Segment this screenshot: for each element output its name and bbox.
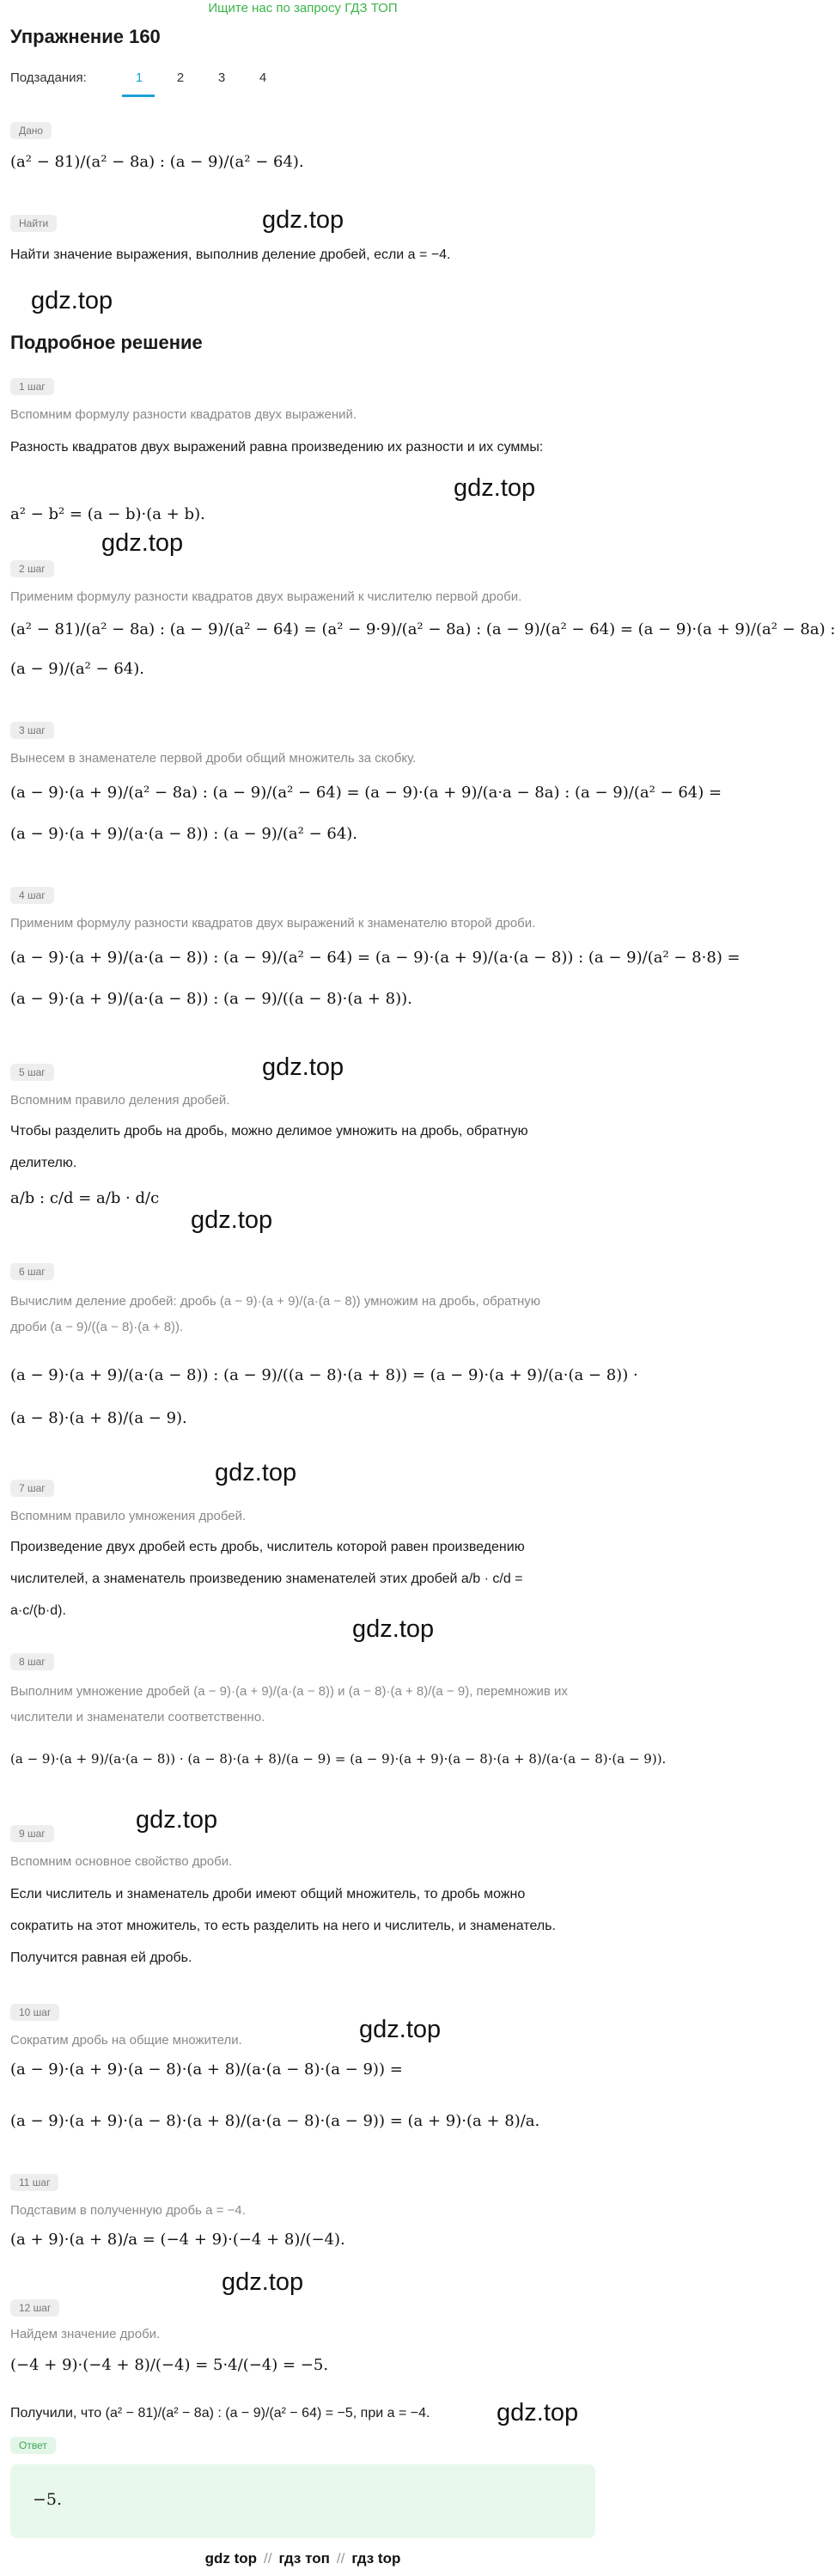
tab-subtask-1[interactable]: 1 [135,70,143,85]
tab-subtask-3[interactable]: 3 [217,70,226,85]
step-8-expression: (a − 9)·(a + 9)/(a·(a − 8)) · (a − 8)·(a + 8)/(a − 9) = (a − 9)·(a + 9)·(a − 8)·(a + 8)/(a·(a − 8)·(a − 9)). [10,1751,667,1767]
watermark: gdz.top [359,2016,442,2043]
step-3-note: Вынесем в знаменателе первой дроби общий множитель за скобку. [10,751,417,766]
watermark: gdz.top [262,1053,344,1081]
step-5-formula: a/b : c/d = a/b · d/c [10,1189,160,1207]
step-10-badge: 10 шаг [10,2004,59,2021]
step-4-note: Применим формулу разности квадратов двух выражений к знаменателю второй дроби. [10,916,536,931]
step-5-text: Чтобы разделить дробь на дробь, можно делимое умножить на дробь, обратную делителю. [10,1124,528,1170]
step-12-note: Найдем значение дроби. [10,2327,161,2341]
footer-links [0,2550,606,2567]
watermark: gdz.top [215,1459,297,1486]
step-6-expression: (a − 9)·(a + 9)/(a·(a − 8)) : (a − 9)/((a − 8)·(a + 8)) = (a − 9)·(a + 9)/(a·(a − 8)) · [10,1366,638,1384]
footer-link-2[interactable]: гдз топ [278,2550,330,2567]
step-6-note: Вычислим деление дробей: дробь (a − 9)·(a + 9)/(a·(a − 8)) умножим на дробь, обратную дроби (a − 9)/((a − 8)·(a + 8)). [10,1294,541,1334]
step-9-text: Если числитель и знаменатель дроби имеют общий множитель, то дробь можно сократить на этот множитель, то есть разделить на него и числитель, и знаменатель. Получится равная ей дробь. [10,1887,556,1965]
watermark: gdz.top [136,1806,218,1834]
step-8-note: Выполним умножение дробей (a − 9)·(a + 9)/(a·(a − 8)) и (a − 8)·(a + 8)/(a − 9), перемножив их числители и знаменатели соответственно. [10,1684,568,1724]
step-12-expression: (−4 + 9)·(−4 + 8)/(−4) = 5·4/(−4) = −5. [10,2356,329,2374]
step-10-note: Сократим дробь на общие множители. [10,2033,242,2048]
footer-separator: // [336,2550,345,2567]
subtasks-label: Подзадания: [10,70,87,85]
find-badge: Найти [10,215,57,232]
answer-value: −5. [33,2490,63,2509]
watermark: gdz.top [222,2268,304,2296]
step-2-expression: (a² − 81)/(a² − 8a) : (a − 9)/(a² − 64) = (a² − 9·9)/(a² − 8a) : (a − 9)/(a² − 64) = (a − 9)·(a + 9)/(a² − 8a) : [10,620,835,638]
step-9-note: Вспомним основное свойство дроби. [10,1854,233,1869]
step-1-formula: a² − b² = (a − b)·(a + b). [10,505,205,523]
step-1-text: Разность квадратов двух выражений равна произведению их разности и их суммы: [10,440,544,455]
step-11-badge: 11 шаг [10,2174,58,2191]
promo-banner[interactable]: Ищите нас по запросу ГДЗ ТОП [208,1,398,15]
watermark: gdz.top [454,474,536,502]
step-10-expression: (a − 9)·(a + 9)·(a − 8)·(a + 8)/(a·(a − 8)·(a − 9)) = [10,2060,403,2079]
step-10-expression-cont: (a − 9)·(a + 9)·(a − 8)·(a + 8)/(a·(a − 8)·(a − 9)) = (a + 9)·(a + 8)/a. [10,2112,540,2130]
step-11-expression: (a + 9)·(a + 8)/a = (−4 + 9)·(−4 + 8)/(−4). [10,2231,345,2249]
step-5-badge: 5 шаг [10,1064,54,1081]
step-3-expression: (a − 9)·(a + 9)/(a² − 8a) : (a − 9)/(a² − 64) = (a − 9)·(a + 9)/(a·a − 8a) : (a − 9)/(a² − 64) = [10,784,722,802]
step-6-expression-cont: (a − 8)·(a + 8)/(a − 9). [10,1409,187,1427]
footer-link-1[interactable]: gdz top [204,2550,258,2567]
page-title: Упражнение 160 [10,26,161,47]
step-7-badge: 7 шаг [10,1480,54,1497]
find-text: Найти значение выражения, выполнив деление дробей, если a = −4. [10,247,451,262]
tab-subtask-4[interactable]: 4 [259,70,267,85]
step-12-conclusion: Получили, что (a² − 81)/(a² − 8a) : (a − 9)/(a² − 64) = −5, при a = −4. [10,2406,430,2420]
step-7-note: Вспомним правило умножения дробей. [10,1509,247,1523]
step-2-badge: 2 шаг [10,560,54,577]
step-12-badge: 12 шаг [10,2299,59,2317]
step-4-badge: 4 шаг [10,887,54,904]
answer-box [10,2464,595,2538]
given-expression: (a² − 81)/(a² − 8a) : (a − 9)/(a² − 64). [10,153,304,171]
step-4-expression-cont: (a − 9)·(a + 9)/(a·(a − 8)) : (a − 9)/((a − 8)·(a + 8)). [10,990,412,1008]
step-1-badge: 1 шаг [10,378,54,395]
step-4-expression: (a − 9)·(a + 9)/(a·(a − 8)) : (a − 9)/(a² − 64) = (a − 9)·(a + 9)/(a·(a − 8)) : (a − 9)/(a² − 8·8) = [10,949,741,967]
solution-title: Подробное решение [10,332,203,353]
watermark: gdz.top [497,2399,579,2426]
footer-link-3[interactable]: гдз top [351,2550,401,2567]
step-8-badge: 8 шаг [10,1653,54,1670]
watermark: gdz.top [352,1615,435,1643]
given-badge: Дано [10,122,52,139]
watermark: gdz.top [31,287,113,314]
step-2-expression-cont: (a − 9)/(a² − 64). [10,660,144,678]
answer-badge: Ответ [10,2437,56,2454]
footer-separator: // [264,2550,272,2567]
step-1-note: Вспомним формулу разности квадратов двух выражений. [10,407,357,422]
tab-subtask-2[interactable]: 2 [176,70,185,85]
step-3-badge: 3 шаг [10,722,54,739]
step-9-badge: 9 шаг [10,1825,54,1842]
watermark: gdz.top [191,1206,273,1234]
step-5-note: Вспомним правило деления дробей. [10,1093,230,1108]
step-6-badge: 6 шаг [10,1263,54,1280]
watermark: gdz.top [101,529,184,557]
step-11-note: Подставим в полученную дробь a = −4. [10,2203,246,2218]
step-7-text: Произведение двух дробей есть дробь, числитель которой равен произведению числителей, а знаменатель произведению знаменателей этих дробей a/b · c/d = a·c/(b·d). [10,1540,525,1618]
step-2-note: Применим формулу разности квадратов двух выражений к числителю первой дроби. [10,589,522,604]
active-tab-underline [122,95,155,97]
step-3-expression-cont: (a − 9)·(a + 9)/(a·(a − 8)) : (a − 9)/(a² − 64). [10,825,358,843]
watermark: gdz.top [262,206,344,234]
